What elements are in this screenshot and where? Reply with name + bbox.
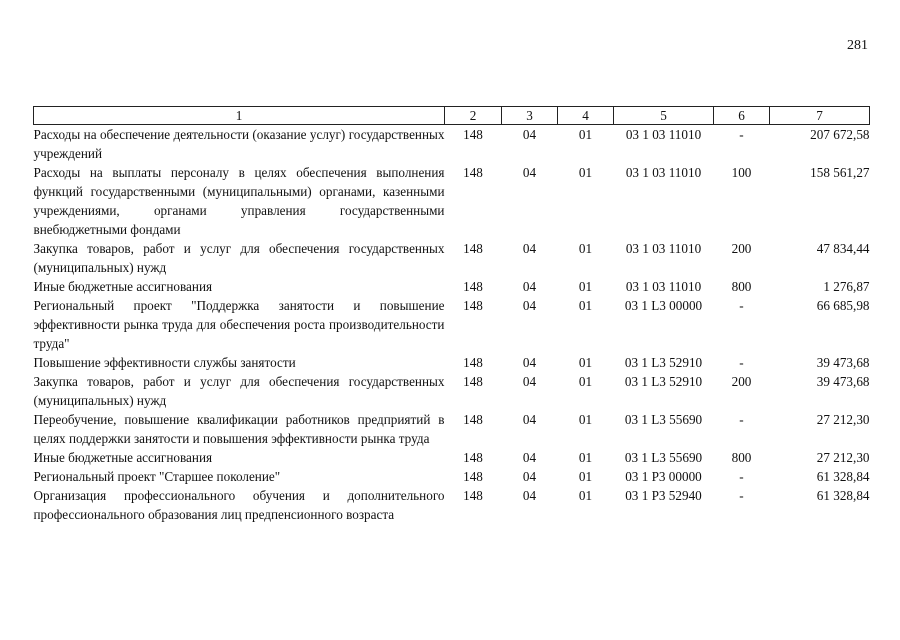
row-section: 04 xyxy=(522,241,537,256)
table-row xyxy=(34,448,870,467)
row-type: - xyxy=(739,412,744,427)
row-code: 148 xyxy=(463,374,483,389)
row-code: 148 xyxy=(463,298,483,313)
row-type: - xyxy=(739,469,744,484)
row-section: 04 xyxy=(522,165,537,180)
row-section: 04 xyxy=(522,279,537,294)
row-section: 04 xyxy=(522,127,537,142)
table-row xyxy=(34,163,870,239)
row-section: 04 xyxy=(522,412,537,427)
row-code: 148 xyxy=(463,355,483,370)
row-code: 148 xyxy=(463,279,483,294)
row-target: 03 1 P3 00000 xyxy=(625,469,702,484)
row-type: 100 xyxy=(731,165,752,180)
row-subsection: 01 xyxy=(578,127,593,142)
row-amount: 39 473,68 xyxy=(816,374,870,389)
row-name: Региональный проект "Поддержка занятости и повышение эффективности рынка труда для обеспечения роста производительности труда" xyxy=(33,298,445,351)
row-code: 148 xyxy=(463,412,483,427)
row-subsection: 01 xyxy=(578,450,593,465)
row-amount: 61 328,84 xyxy=(816,469,870,484)
row-name: Закупка товаров, работ и услуг для обеспечения государственных (муниципальных) нужд xyxy=(33,374,445,408)
row-code: 148 xyxy=(463,241,483,256)
row-subsection: 01 xyxy=(578,355,593,370)
row-amount: 39 473,68 xyxy=(816,355,870,370)
row-target: 03 1 L3 52910 xyxy=(624,355,703,370)
table-body xyxy=(34,125,870,525)
header-row xyxy=(34,107,870,125)
row-target: 03 1 L3 00000 xyxy=(624,298,703,313)
row-code: 148 xyxy=(463,127,483,142)
row-amount: 27 212,30 xyxy=(816,412,870,427)
row-name: Иные бюджетные ассигнования xyxy=(33,279,213,294)
row-code: 148 xyxy=(463,450,483,465)
row-type: - xyxy=(739,355,744,370)
column-header-name: 1 xyxy=(34,107,445,125)
row-subsection: 01 xyxy=(578,488,593,503)
row-amount: 158 561,27 xyxy=(810,165,870,180)
row-code: 148 xyxy=(463,165,483,180)
row-subsection: 01 xyxy=(578,279,593,294)
row-amount: 207 672,58 xyxy=(810,127,870,142)
table-row xyxy=(34,486,870,524)
table-row xyxy=(34,239,870,277)
table-row xyxy=(34,125,870,164)
row-amount: 47 834,44 xyxy=(816,241,870,256)
row-code: 148 xyxy=(463,488,483,503)
row-name: Закупка товаров, работ и услуг для обеспечения государственных (муниципальных) нужд xyxy=(33,241,445,275)
row-name: Повышение эффективности службы занятости xyxy=(33,355,296,370)
row-target: 03 1 03 11010 xyxy=(625,279,702,294)
row-amount: 1 276,87 xyxy=(823,279,870,294)
row-section: 04 xyxy=(522,469,537,484)
row-target: 03 1 03 11010 xyxy=(625,127,702,142)
row-amount: 27 212,30 xyxy=(816,450,870,465)
row-subsection: 01 xyxy=(578,469,593,484)
row-subsection: 01 xyxy=(578,374,593,389)
row-section: 04 xyxy=(522,488,537,503)
row-name: Расходы на выплаты персоналу в целях обеспечения выполнения функций государственными (муниципальными) органами, казенными учреждениями, органами управления государственными внебюджетными фондами xyxy=(33,165,445,237)
row-subsection: 01 xyxy=(578,412,593,427)
row-type: 800 xyxy=(731,450,752,465)
budget-table xyxy=(33,106,870,524)
row-name: Переобучение, повышение квалификации работников предприятий в целях поддержки занятости и повышения эффективности рынка труда xyxy=(33,412,445,446)
row-code: 148 xyxy=(463,469,483,484)
row-subsection: 01 xyxy=(578,298,593,313)
table-row xyxy=(34,353,870,372)
table-row xyxy=(34,467,870,486)
row-section: 04 xyxy=(522,450,537,465)
row-name: Региональный проект "Старшее поколение" xyxy=(33,469,281,484)
row-type: - xyxy=(739,127,744,142)
row-target: 03 1 03 11010 xyxy=(625,241,702,256)
row-target: 03 1 L3 55690 xyxy=(624,412,703,427)
column-header-code: 2 xyxy=(445,107,502,125)
row-section: 04 xyxy=(522,374,537,389)
column-header-amount: 7 xyxy=(770,107,870,125)
table-row xyxy=(34,410,870,448)
row-target: 03 1 03 11010 xyxy=(625,165,702,180)
table-row xyxy=(34,372,870,410)
table-row xyxy=(34,296,870,353)
row-section: 04 xyxy=(522,298,537,313)
row-amount: 66 685,98 xyxy=(816,298,870,313)
row-subsection: 01 xyxy=(578,241,593,256)
column-header-subsection: 4 xyxy=(558,107,614,125)
table-row xyxy=(34,277,870,296)
row-subsection: 01 xyxy=(578,165,593,180)
page-number: 281 xyxy=(847,38,868,53)
row-name: Иные бюджетные ассигнования xyxy=(33,450,213,465)
row-target: 03 1 L3 52910 xyxy=(624,374,703,389)
row-type: - xyxy=(739,488,744,503)
row-name: Расходы на обеспечение деятельности (оказание услуг) государственных учреждений xyxy=(33,127,445,161)
row-type: 200 xyxy=(731,374,752,389)
column-header-section: 3 xyxy=(502,107,558,125)
row-type: 200 xyxy=(731,241,752,256)
row-section: 04 xyxy=(522,355,537,370)
row-target: 03 1 P3 52940 xyxy=(625,488,702,503)
row-target: 03 1 L3 55690 xyxy=(624,450,703,465)
row-type: 800 xyxy=(731,279,752,294)
row-name: Организация профессионального обучения и дополнительного профессионального образования лиц предпенсионного возраста xyxy=(33,488,445,522)
column-header-type: 6 xyxy=(714,107,770,125)
column-header-target: 5 xyxy=(614,107,714,125)
row-amount: 61 328,84 xyxy=(816,488,870,503)
row-type: - xyxy=(739,298,744,313)
